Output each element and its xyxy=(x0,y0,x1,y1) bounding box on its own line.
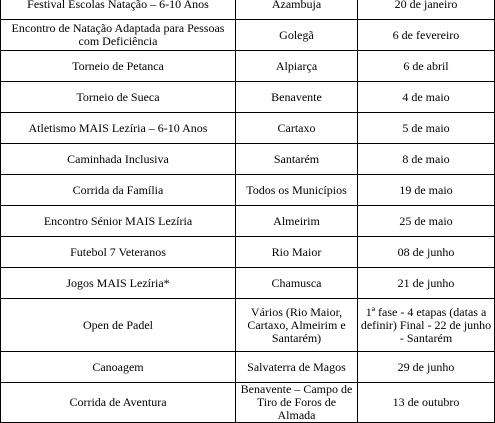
event-location-cell: Golegã xyxy=(236,20,358,51)
event-name-cell: Open de Padel xyxy=(1,299,236,352)
event-location-cell: Benavente – Campo de Tiro de Foros de Almada xyxy=(236,383,358,423)
table-row xyxy=(1,144,495,175)
event-date-cell: 1ª fase - 4 etapas (datas a definir) Final - 22 de junho - Santarém xyxy=(358,299,495,352)
event-location-cell: Azambuja xyxy=(236,0,358,20)
event-location-cell: Cartaxo xyxy=(236,113,358,144)
event-location-cell: Almeirim xyxy=(236,206,358,237)
event-date-cell: 08 de junho xyxy=(358,237,495,268)
event-date-cell: 5 de maio xyxy=(358,113,495,144)
table-row xyxy=(1,268,495,299)
event-date-cell: 4 de maio xyxy=(358,82,495,113)
event-date-cell: 25 de maio xyxy=(358,206,495,237)
event-location-cell: Santarém xyxy=(236,144,358,175)
event-name-cell: Atletismo MAIS Lezíria – 6-10 Anos xyxy=(1,113,236,144)
event-name-cell: Encontro Sénior MAIS Lezíria xyxy=(1,206,236,237)
table-row xyxy=(1,20,495,51)
event-name-cell: Torneio de Sueca xyxy=(1,82,236,113)
event-date-cell: 20 de janeiro xyxy=(358,0,495,20)
event-date-cell: 8 de maio xyxy=(358,144,495,175)
event-date-cell: 6 de fevereiro xyxy=(358,20,495,51)
event-name-cell: Corrida de Aventura xyxy=(1,383,236,423)
table-row xyxy=(1,237,495,268)
event-name-cell: Caminhada Inclusiva xyxy=(1,144,236,175)
event-location-cell: Rio Maior xyxy=(236,237,358,268)
table-row xyxy=(1,206,495,237)
event-location-cell: Benavente xyxy=(236,82,358,113)
event-location-cell: Alpiarça xyxy=(236,51,358,82)
event-name-cell: Festival Escolas Natação – 6-10 Anos xyxy=(1,0,236,20)
event-date-cell: 6 de abril xyxy=(358,51,495,82)
event-name-cell: Corrida da Família xyxy=(1,175,236,206)
table-row xyxy=(1,299,495,352)
table-row xyxy=(1,113,495,144)
event-name-cell: Encontro de Natação Adaptada para Pessoas com Deficiência xyxy=(1,20,236,51)
event-name-cell: Jogos MAIS Lezíria* xyxy=(1,268,236,299)
event-location-cell: Salvaterra de Magos xyxy=(236,352,358,383)
event-location-cell: Todos os Municípios xyxy=(236,175,358,206)
event-name-cell: Canoagem xyxy=(1,352,236,383)
event-date-cell: 19 de maio xyxy=(358,175,495,206)
table-row xyxy=(1,352,495,383)
table-row xyxy=(1,0,495,20)
event-date-cell: 13 de outubro xyxy=(358,383,495,423)
event-date-cell: 29 de junho xyxy=(358,352,495,383)
event-name-cell: Futebol 7 Veteranos xyxy=(1,237,236,268)
table-row xyxy=(1,175,495,206)
event-location-cell: Vários (Rio Maior, Cartaxo, Almeirim e Santarém) xyxy=(236,299,358,352)
table-row xyxy=(1,51,495,82)
event-name-cell: Torneio de Petanca xyxy=(1,51,236,82)
table-row xyxy=(1,383,495,423)
table-row xyxy=(1,82,495,113)
event-location-cell: Chamusca xyxy=(236,268,358,299)
event-date-cell: 21 de junho xyxy=(358,268,495,299)
